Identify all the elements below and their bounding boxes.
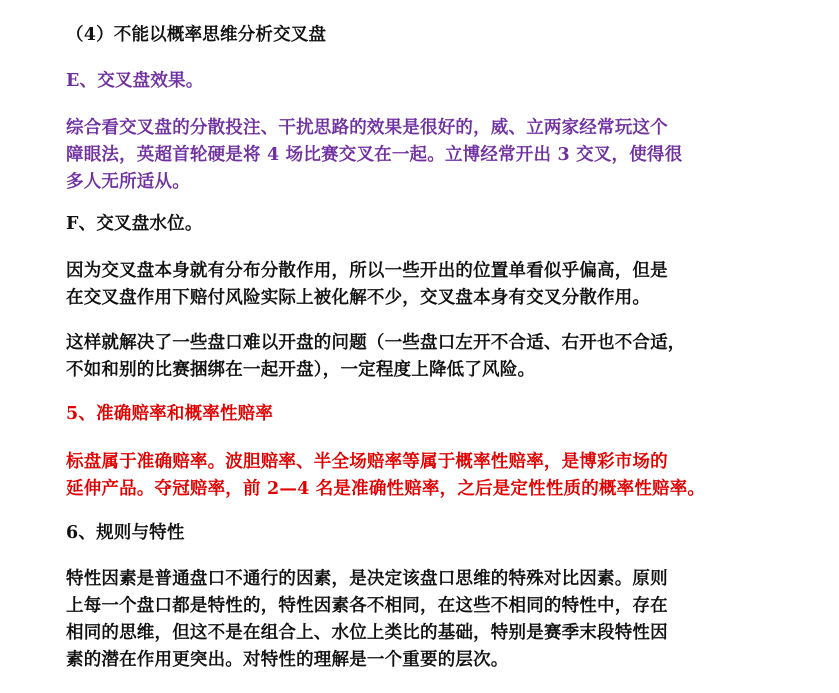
section-5-heading: 5、准确赔率和概率性赔率 [66,404,274,424]
paragraph-line: 上每一个盘口都是特性的，特性因素各不相同，在这些不相同的特性中，存在 [66,596,668,616]
paragraph-line: 延伸产品。夺冠赔率，前 2—4 名是准确性赔率，之后是定性性质的概率性赔率。 [66,479,706,499]
section-6-paragraph [66,566,771,674]
paragraph-line: 在交叉盘作用下赔付风险实际上被化解不少，交叉盘本身有交叉分散作用。 [66,288,651,308]
section-f-paragraph-1 [66,258,771,312]
paragraph-line: 因为交叉盘本身就有分布分散作用，所以一些开出的位置单看似乎偏高，但是 [66,261,668,281]
section-e-heading: E、交叉盘效果。 [66,71,204,91]
section-5-paragraph [66,449,771,503]
section-f-paragraph-2 [66,330,771,384]
section-6-heading: 6、规则与特性 [66,523,185,543]
paragraph-line: 素的潜在作用更突出。对特性的理解是一个重要的层次。 [66,650,509,670]
paragraph-line: 多人无所适从。 [66,172,190,192]
section-f-heading: F、交叉盘水位。 [66,214,203,234]
paragraph-line: 障眼法，英超首轮硬是将 4 场比赛交叉在一起。立博经常开出 3 交叉，使得很 [66,145,683,165]
paragraph-line: 综合看交叉盘的分散投注、干扰思路的效果是很好的，威、立两家经常玩这个 [66,118,668,138]
paragraph-line: 相同的思维，但这不是在组合上、水位上类比的基础，特别是赛季末段特性因 [66,623,668,643]
paragraph-line: 标盘属于准确赔率。波胆赔率、半全场赔率等属于概率性赔率，是博彩市场的 [66,452,668,472]
paragraph-line: 这样就解决了一些盘口难以开盘的问题（一些盘口左开不合适、右开也不合适， [66,333,686,353]
paragraph-line: 不如和别的比赛捆绑在一起开盘），一定程度上降低了风险。 [66,360,536,380]
section-4-heading: （4）不能以概率思维分析交叉盘 [66,25,327,45]
paragraph-line: 特性因素是普通盘口不通行的因素，是决定该盘口思维的特殊对比因素。原则 [66,569,668,589]
section-e-paragraph [66,115,771,196]
